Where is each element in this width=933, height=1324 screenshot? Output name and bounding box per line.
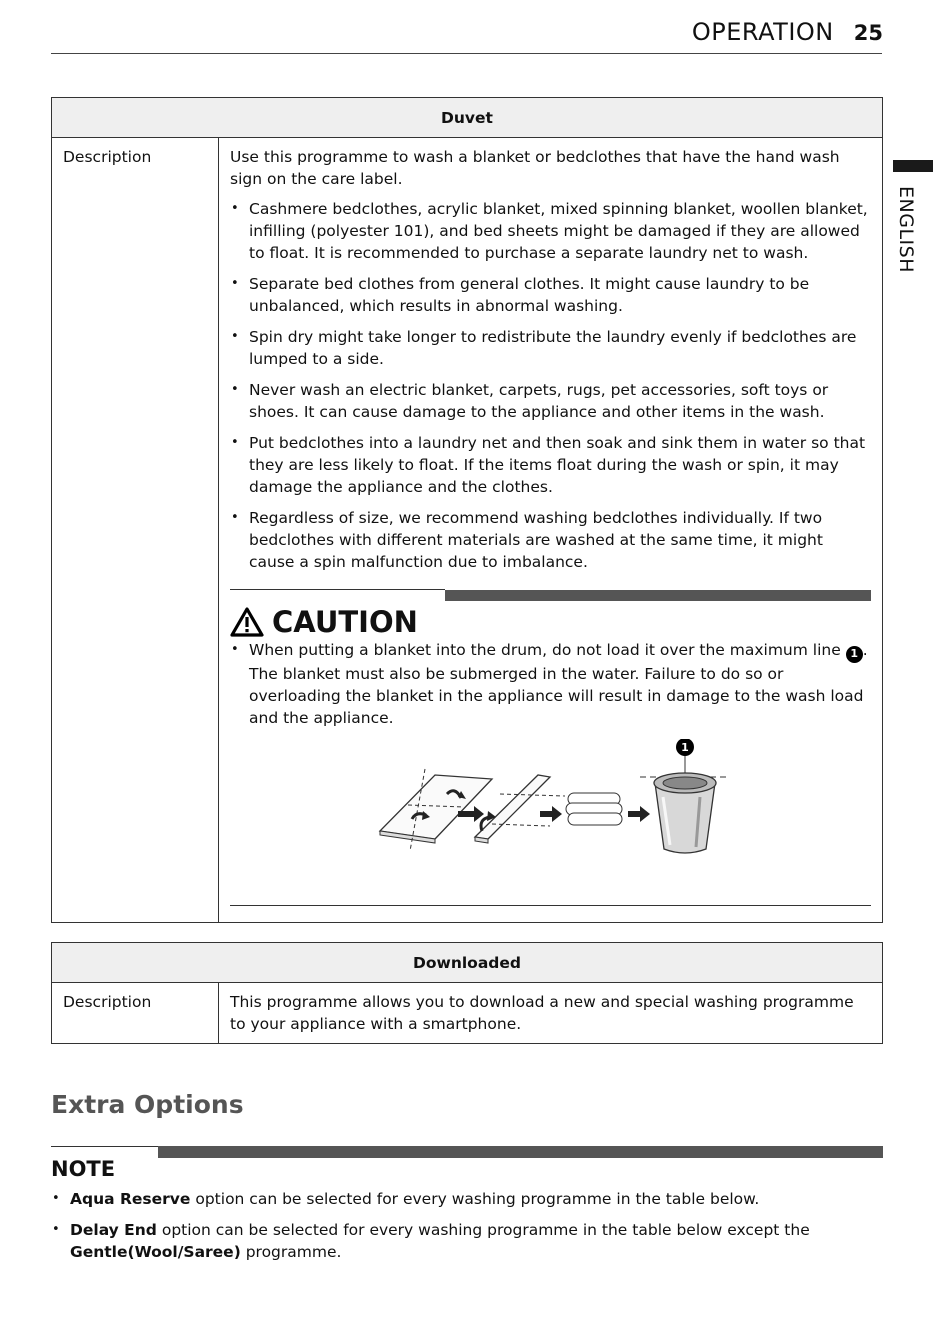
duvet-description-label: Description (52, 138, 219, 923)
rolled-blanket-icon (566, 793, 622, 825)
caution-text: When putting a blanket into the drum, do not load it over the maximum line (249, 641, 841, 659)
note-list (51, 1188, 883, 1272)
list-item: • Put bedclothes into a laundry net and then soak and sink them in water so that they are less likely to float. If the items float during the wash or spin, it may damage the appliance and the clothes. (230, 432, 871, 498)
caution-text-continued: . The blanket must also be submerged in the water. Failure to do so or overloading the blanket in the appliance will result in damage to the wash load and the appliance. (249, 641, 868, 727)
note-text: option can be selected for every washing programme in the table below except the (156, 1221, 810, 1239)
note-item (51, 1188, 883, 1210)
list-item: • Spin dry might take longer to redistribute the laundry evenly if bedclothes are lumped to a side. (230, 326, 871, 370)
downloaded-description-text: This programme allows you to download a new and special washing programme to your appliance with a smartphone. (219, 983, 883, 1044)
note-text-end: programme. (240, 1243, 342, 1261)
figure-callout-number: 1 (681, 740, 689, 754)
downloaded-description-label: Description (52, 983, 219, 1044)
caution-end-divider (230, 905, 871, 906)
note-item (51, 1219, 883, 1263)
list-item: • Regardless of size, we recommend washing bedclothes individually. If two bedclothes with different materials are washed at the same time, it might cause a spin malfunction due to imbalance. (230, 507, 871, 573)
caution-title: CAUTION (272, 605, 418, 639)
fold-blanket-into-drum-figure (230, 739, 870, 897)
duvet-table-title: Duvet (52, 98, 883, 138)
note-divider-thin (51, 1146, 158, 1147)
duvet-description-cell (219, 138, 883, 923)
option-name: Delay End (70, 1221, 157, 1239)
blanket-loading-illustration (230, 739, 871, 897)
duvet-intro: Use this programme to wash a blanket or bedclothes that have the hand wash sign on the care label. (230, 148, 840, 188)
note-text: option can be selected for every washing programme in the table below. (190, 1190, 760, 1208)
list-item: • Never wash an electric blanket, carpets, rugs, pet accessories, soft toys or shoes. It can cause damage to the appliance and other items in the wash. (230, 379, 871, 423)
note-heading: NOTE (51, 1157, 116, 1181)
list-item: • Cashmere bedclothes, acrylic blanket, mixed spinning blanket, woollen blanket, infilling (polyester 101), and bed sheets might be damaged if they are allowed to float. It is recommended to purchase a separate laundry net to wash. (230, 198, 871, 264)
extra-options-heading: Extra Options (51, 1090, 244, 1119)
caution-list (230, 639, 871, 729)
warning-triangle-icon (230, 607, 264, 637)
list-item: • Separate bed clothes from general clothes. It might cause laundry to be unbalanced, which results in abnormal washing. (230, 273, 871, 317)
arrow-right-icon (540, 806, 562, 822)
washer-drum-icon (640, 755, 730, 853)
folded-blanket-icon (475, 775, 565, 843)
duvet-table (51, 97, 883, 923)
page-header (692, 18, 883, 46)
programme-name: Gentle(Wool/Saree) (70, 1243, 241, 1261)
option-name: Aqua Reserve (70, 1190, 191, 1208)
page-number: 25 (853, 21, 883, 45)
language-label: ENGLISH (895, 186, 917, 273)
caution-item (230, 639, 871, 729)
language-tab-marker (893, 160, 933, 172)
caution-heading (230, 605, 871, 639)
downloaded-table-title: Downloaded (52, 943, 883, 983)
downloaded-table (51, 942, 883, 1044)
arrow-right-icon (628, 806, 650, 822)
section-title: OPERATION (691, 18, 834, 46)
note-divider-bar (158, 1146, 883, 1158)
header-divider (51, 53, 882, 54)
duvet-bullet-list (230, 198, 871, 573)
caution-divider (230, 589, 871, 603)
callout-number-badge: 1 (846, 646, 863, 663)
